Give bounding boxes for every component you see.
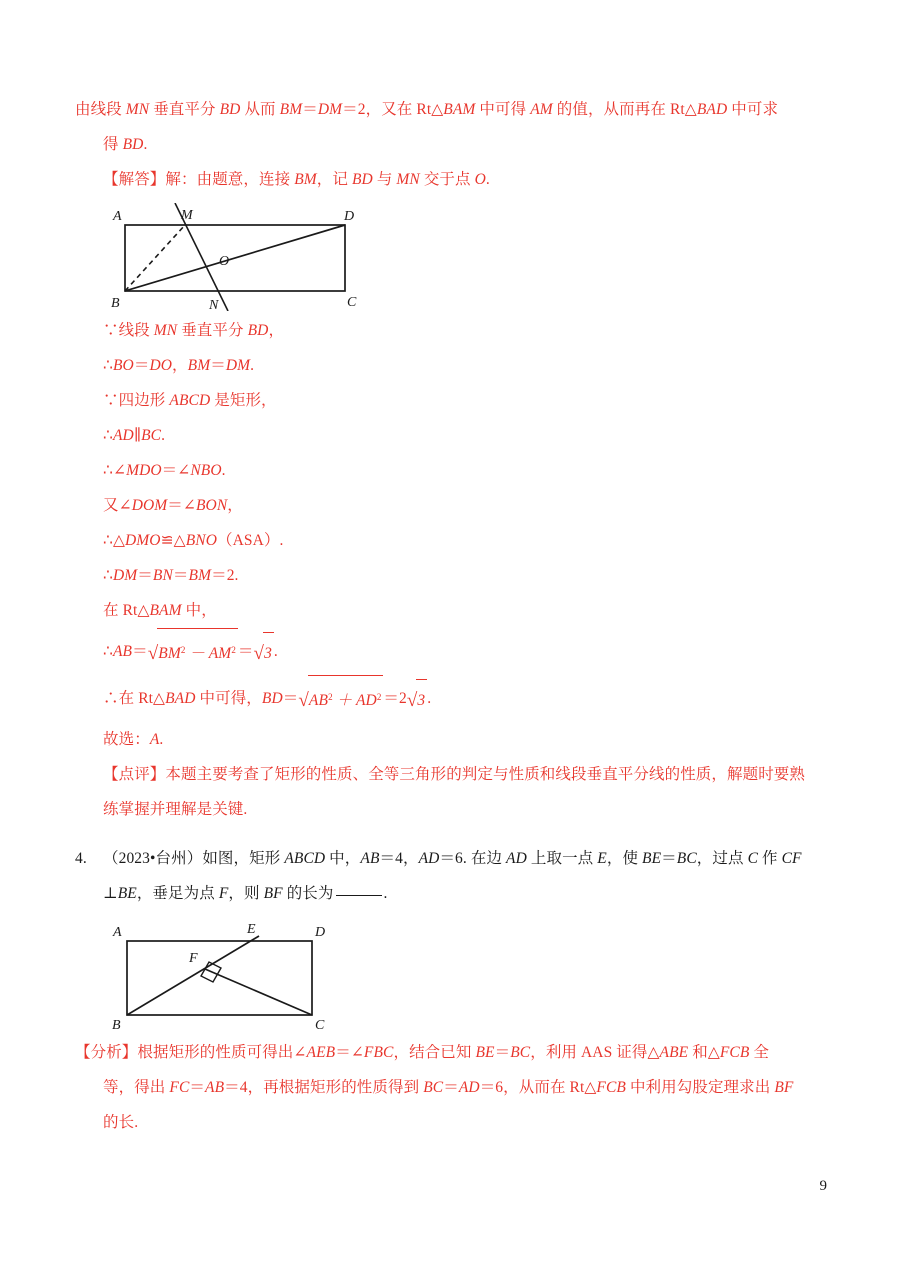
figure-1-label-M: M (181, 208, 193, 223)
q4-analysis-line-2: 等，得出 FC＝AB＝4，再根据矩形的性质得到 BC＝AD＝6，从而在 Rt△FCB 中利用勾股定理求出 BF (103, 1079, 794, 1096)
solution-step-3: ∵四边形 ABCD 是矩形， (103, 392, 277, 409)
question-4-line-1 (75, 841, 830, 876)
radical-sign-icon: √ (298, 690, 309, 711)
page-content (75, 92, 830, 1140)
formula-ab-result-radical (254, 632, 274, 675)
question-4-line-2 (75, 876, 830, 911)
solution-step-9: 在 Rt△BAM 中， (103, 602, 217, 619)
radical-sign-icon: √ (406, 690, 418, 711)
comment-line-1: 【点评】本题主要考查了矩形的性质、全等三角形的判定与性质和线段垂直平分线的性质，解题时要熟 (103, 766, 806, 783)
formula-ab-result: 3 (264, 645, 272, 662)
figure-2-label-E: E (247, 922, 256, 937)
solution-step-2: ∴BO＝DO，BM＝DM. (103, 357, 255, 374)
comment-line-2: 练掌握并理解是关键. (103, 801, 248, 818)
figure-2-label-C: C (315, 1018, 325, 1031)
solution-header: 【解答】解：由题意，连接 BM，记 BD 与 MN 交于点 O. (103, 171, 490, 188)
formula-bd-radical (298, 675, 383, 722)
formula-ab-radical (148, 628, 238, 675)
q4-analysis-line-3: 的长. (103, 1114, 139, 1131)
figure-2-rectangle-abcd-with-cf-perp-be (97, 919, 830, 1031)
figure-2-label-F: F (189, 951, 198, 966)
question-4-number: 4. (75, 850, 87, 867)
formula-bd-prefix: ∴在 Rt△BAD 中可得，BD＝ (103, 690, 299, 707)
figure-2-label-B: B (112, 1018, 121, 1031)
solution-step-5: ∴∠MDO＝∠NBO. (103, 462, 226, 479)
solution-step-6: 又∠DOM＝∠BON， (103, 497, 243, 514)
formula-bd-result: 3 (417, 692, 426, 709)
formula-ab (75, 628, 830, 675)
question-4-period: . (383, 885, 388, 902)
answer-blank[interactable] (336, 895, 382, 896)
figure-1-label-O: O (219, 254, 230, 269)
radical-sign-icon: √ (147, 643, 159, 664)
formula-bd-equals: ＝2 (383, 690, 407, 707)
formula-bd (75, 675, 830, 722)
figure-1-rectangle-abcd-with-perpendicular-bisector (97, 203, 830, 311)
solution-step-1: ∵线段 MN 垂直平分 BD， (103, 322, 285, 339)
figure-1-label-N: N (209, 298, 219, 311)
figure-2-svg (97, 919, 357, 1031)
analysis-top-line-1: 由线段 MN 垂直平分 BD 从而 BM＝DM＝2，又在 Rt△BAM 中可得 AM 的值，从而再在 Rt△BAD 中可求 (75, 101, 779, 118)
analysis-top-line-2: 得 BD. (103, 136, 148, 153)
solution-step-8: ∴DM＝BN＝BM＝2. (103, 567, 239, 584)
figure-2-label-A: A (113, 925, 122, 940)
radical-sign-icon: √ (253, 643, 265, 664)
formula-ab-equals: ＝ (237, 643, 254, 660)
formula-ab-radicand: $BM^2 - AM^2$ (158, 645, 236, 662)
figure-1-label-B: B (111, 296, 120, 311)
solution-step-4: ∴AD∥BC. (103, 427, 166, 444)
question-4-text-2: ⊥BE，垂足为点 F，则 BF 的长为 (103, 885, 334, 902)
formula-bd-radicand: $AB^2 + AD^2$ (308, 692, 382, 709)
question-4-text-1: （2023•台州）如图，矩形 ABCD 中，AB＝4，AD＝6. 在边 AD 上取一点 E，使 BE＝BC，过点 C 作 CF (103, 850, 802, 867)
formula-ab-prefix: ∴AB＝ (103, 643, 148, 660)
figure-1-svg (97, 203, 377, 311)
page-number: 9 (819, 1178, 827, 1194)
figure-1-label-A: A (113, 209, 122, 224)
answer-line: 故选：A. (103, 731, 164, 748)
formula-ab-suffix: . (273, 643, 278, 660)
figure-1-label-C: C (347, 295, 357, 310)
figure-2-label-D: D (315, 925, 326, 940)
formula-bd-suffix: . (427, 690, 432, 707)
formula-bd-result-radical (407, 679, 427, 722)
figure-1-label-D: D (344, 209, 355, 224)
q4-analysis-line-1: 【分析】根据矩形的性质可得出∠AEB＝∠FBC，结合已知 BE＝BC，利用 AAS 证得△ABE 和△FCB 全 (75, 1044, 770, 1061)
solution-step-7: ∴△DMO≌△BNO（ASA）. (103, 532, 284, 549)
